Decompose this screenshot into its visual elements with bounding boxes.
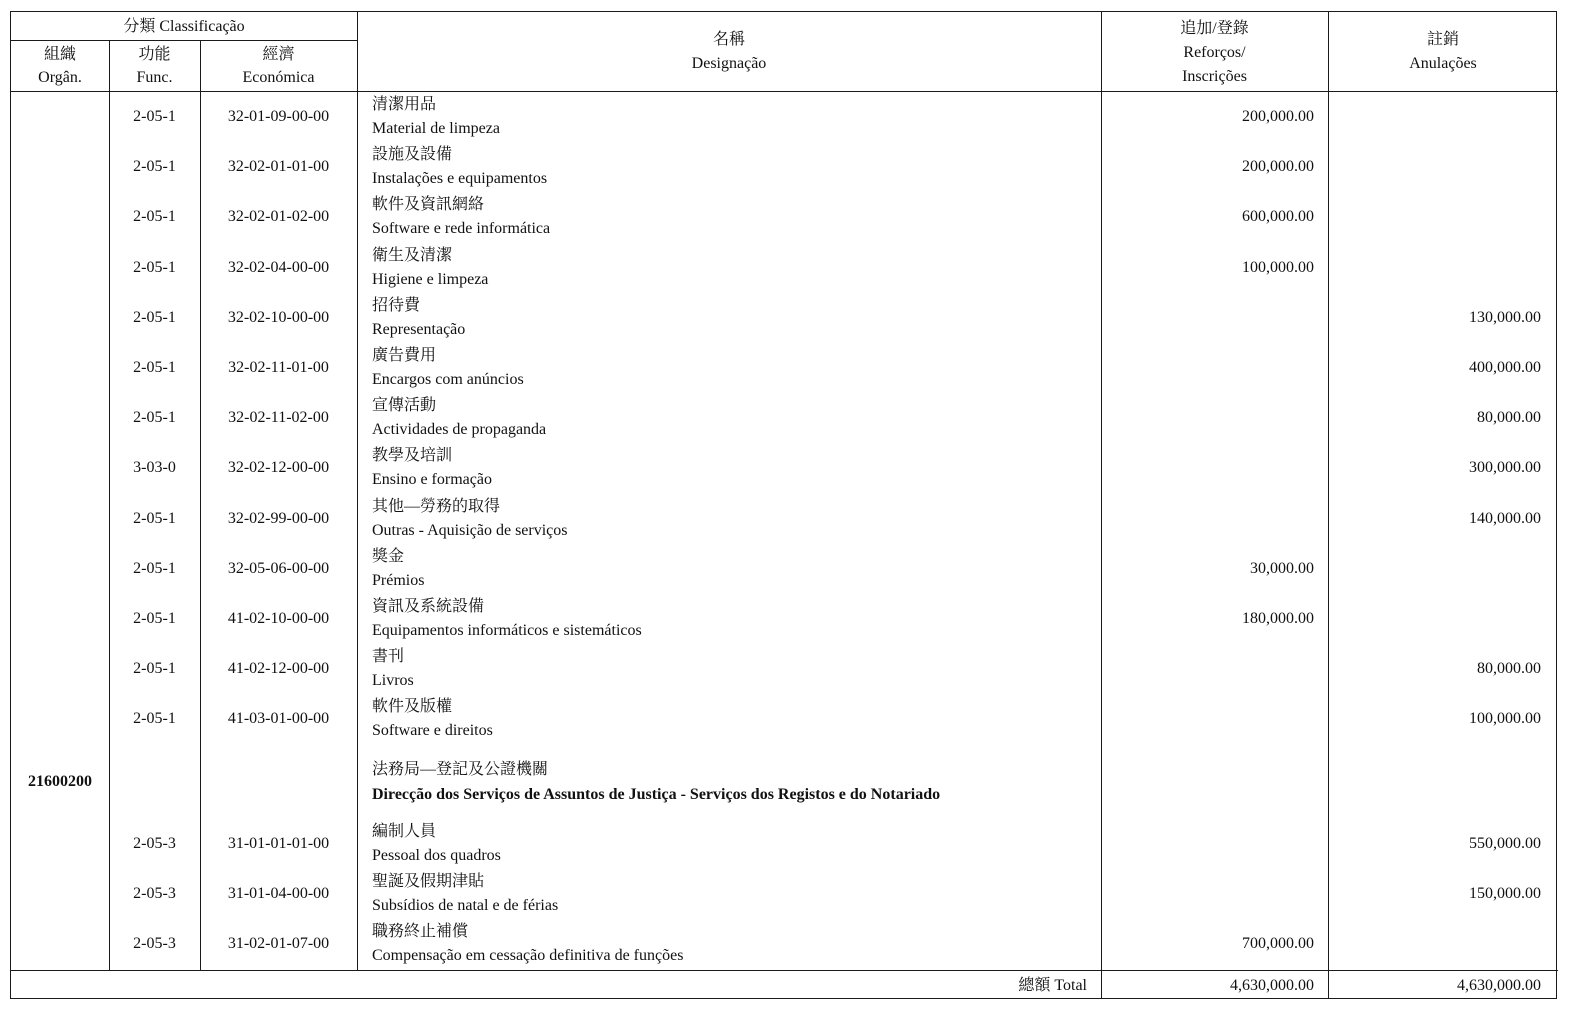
header-reforcos-pt2: Inscrições [1182,68,1247,85]
anulacoes-value: 150,000.00 [1469,885,1541,902]
anulacoes-value: 550,000.00 [1469,835,1541,852]
econ-code: 32-02-10-00-00 [227,309,330,326]
designation-zh: 軟件及資訊網絡 [372,196,485,213]
econ-code: 32-01-09-00-00 [227,108,330,125]
func-code: 2-05-1 [133,208,176,225]
designation-pt: Software e rede informática [372,220,551,237]
designation-pt: Prémios [372,572,425,589]
econ-code: 31-02-01-07-00 [227,935,330,952]
anulacoes-value: 80,000.00 [1477,660,1541,677]
header-organ-pt: Orgân. [38,69,82,86]
header-func-pt: Func. [136,69,173,86]
func-code: 2-05-1 [133,359,176,376]
econ-code: 41-03-01-00-00 [227,710,330,727]
header-anul-zh: 註銷 [1426,31,1459,48]
econ-code: 41-02-12-00-00 [227,660,330,677]
header-classificacao: 分類 Classificação [123,18,245,35]
total-reforcos: 4,630,000.00 [1230,977,1314,994]
designation-pt: Livros [372,672,414,689]
designation-zh: 聖誕及假期津貼 [372,873,485,890]
designation-pt: Representação [372,321,466,338]
header-desig-pt: Designação [691,55,767,72]
reforcos-value: 100,000.00 [1242,259,1314,276]
econ-code: 31-01-04-00-00 [227,885,330,902]
econ-code: 32-02-11-01-00 [228,359,329,376]
section-name-pt: Direcção dos Serviços de Assuntos de Justiça - Serviços dos Registos e do Notariado [372,786,941,803]
econ-code: 32-02-01-01-00 [227,158,330,175]
designation-zh: 書刊 [372,648,405,665]
econ-code: 32-02-01-02-00 [227,208,330,225]
reforcos-value: 200,000.00 [1242,108,1314,125]
designation-pt: Software e direitos [372,722,493,739]
designation-pt: Material de limpeza [372,120,500,137]
func-code: 2-05-1 [133,510,176,527]
func-code: 2-05-1 [133,158,176,175]
header-anul-pt: Anulações [1409,55,1477,72]
header-desig-zh: 名稱 [712,31,745,48]
designation-zh: 教學及培訓 [372,447,453,464]
section-organ-code: 21600200 [28,773,92,790]
designation-zh: 資訊及系統設備 [372,598,485,615]
reforcos-value: 30,000.00 [1250,560,1314,577]
econ-code: 32-05-06-00-00 [227,560,330,577]
func-code: 2-05-3 [133,885,176,902]
designation-zh: 職務終止補償 [372,923,469,940]
anulacoes-value: 100,000.00 [1469,710,1541,727]
econ-code: 32-02-12-00-00 [227,459,330,476]
designation-pt: Compensação em cessação definitiva de funções [372,947,684,964]
designation-pt: Instalações e equipamentos [372,170,548,187]
designation-pt: Equipamentos informáticos e sistemáticos [372,622,642,639]
reforcos-value: 700,000.00 [1242,935,1314,952]
designation-zh: 宣傳活動 [372,397,437,414]
func-code: 3-03-0 [133,459,176,476]
reforcos-value: 200,000.00 [1242,158,1314,175]
designation-zh: 招待費 [372,297,421,314]
designation-pt: Pessoal dos quadros [372,847,501,864]
anulacoes-value: 300,000.00 [1469,459,1541,476]
anulacoes-value: 400,000.00 [1469,359,1541,376]
econ-code: 32-02-99-00-00 [227,510,330,527]
section-name-zh: 法務局—登記及公證機關 [372,761,549,778]
table-body [11,12,1556,998]
designation-zh: 編制人員 [372,823,437,840]
func-code: 2-05-3 [133,935,176,952]
designation-pt: Higiene e limpeza [372,271,489,288]
anulacoes-value: 80,000.00 [1477,409,1541,426]
designation-pt: Encargos com anúncios [372,371,524,388]
func-code: 2-05-1 [133,108,176,125]
econ-code: 41-02-10-00-00 [227,610,330,627]
reforcos-value: 600,000.00 [1242,208,1314,225]
econ-code: 31-01-01-01-00 [227,835,330,852]
designation-pt: Actividades de propaganda [372,421,547,438]
func-code: 2-05-1 [133,259,176,276]
func-code: 2-05-1 [133,409,176,426]
header-organ-zh: 組織 [43,46,76,63]
header-econ-pt: Económica [242,69,315,86]
func-code: 2-05-1 [133,710,176,727]
designation-zh: 軟件及版權 [372,698,453,715]
designation-pt: Subsídios de natal e de férias [372,897,559,914]
designation-zh: 設施及設備 [372,146,453,163]
func-code: 2-05-3 [133,835,176,852]
designation-pt: Ensino e formação [372,471,492,488]
header-reforcos-zh: 追加/登錄 [1180,20,1249,37]
designation-zh: 廣告費用 [372,347,437,364]
func-code: 2-05-1 [133,660,176,677]
designation-zh: 獎金 [372,548,405,565]
anulacoes-value: 130,000.00 [1469,309,1541,326]
header-econ-zh: 經濟 [262,46,295,63]
total-label: 總額 Total [1018,977,1087,994]
econ-code: 32-02-11-02-00 [228,409,329,426]
designation-zh: 清潔用品 [372,96,437,113]
func-code: 2-05-1 [133,560,176,577]
budget-table [10,11,1557,999]
econ-code: 32-02-04-00-00 [227,259,330,276]
designation-zh: 衛生及清潔 [372,247,453,264]
anulacoes-value: 140,000.00 [1469,510,1541,527]
func-code: 2-05-1 [133,610,176,627]
reforcos-value: 180,000.00 [1242,610,1314,627]
func-code: 2-05-1 [133,309,176,326]
header-func-zh: 功能 [138,46,171,63]
header-reforcos-pt1: Reforços/ [1183,44,1246,61]
designation-zh: 其他—勞務的取得 [372,498,501,515]
designation-pt: Outras - Aquisição de serviços [372,522,568,539]
total-anulacoes: 4,630,000.00 [1457,977,1541,994]
